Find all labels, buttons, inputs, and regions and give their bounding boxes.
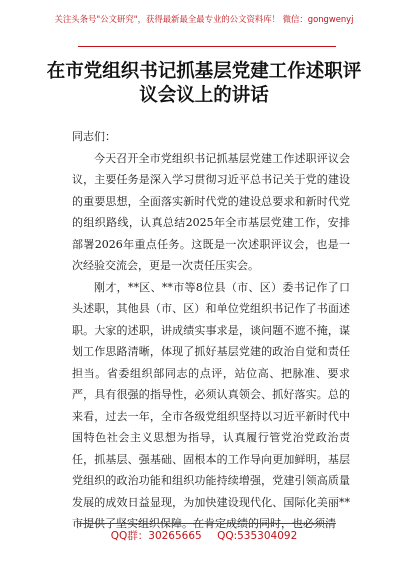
qq-group: QQ群：30265665 [110, 530, 202, 542]
qq-number: QQ:535304092 [217, 530, 298, 542]
header-divider [78, 46, 336, 47]
paragraph-2: 刚才，**区、**市等8位县（市、区）委书记作了口头述职，其他县（市、区）和单位党组织书记作了书面述职。大家的述职，讲成绩实事求是，谈问题不遮不掩，谋划工作思路清晰，体现了抓好基层党建的政治自觉和责任担当。省委组织部同志的点评，站位高、把脉准、要求严，具有很强的指导性，必须认真领会、抓好落实。总的来看，过去一年，全市各级党组织坚持以习近平新时代中国特色社会主义思想为指导，认真履行管党治党政治责任，抓基层、强基础、固根本的工作导向更加鲜明，基层党组织的政治功能和组织功能持续增强，党建引领高质量发展的成效日益显现，为加快建设现代化、国际化美丽**市提供了坚实组织保障。在肯定成绩的同时，也必须清 [72, 280, 350, 530]
greeting: 同志们： [72, 130, 116, 143]
paragraph-1: 今天召开全市党组织书记抓基层党建工作述职评议会议，主要任务是深入学习贯彻习近平总书记关于党的建设的重要思想，全面落实新时代党的建设总要求和新时代党的组织路线，认真总结2025年全市基层党建工作，安排部署2026年重点任务。这既是一次述职评议会，也是一次经验交流会，更是一次责任压实会。 [72, 151, 350, 272]
header-notice: 关注头条号"公文研究"，获得最新最全最专业的公文资料库！ 微信：gongwenyj [54, 14, 354, 24]
document-body [72, 126, 350, 535]
footer-divider [78, 523, 336, 524]
footer-contacts [0, 526, 408, 546]
document-title: 在市党组织书记抓基层党建工作述职评议会议上的讲话 [46, 61, 362, 106]
